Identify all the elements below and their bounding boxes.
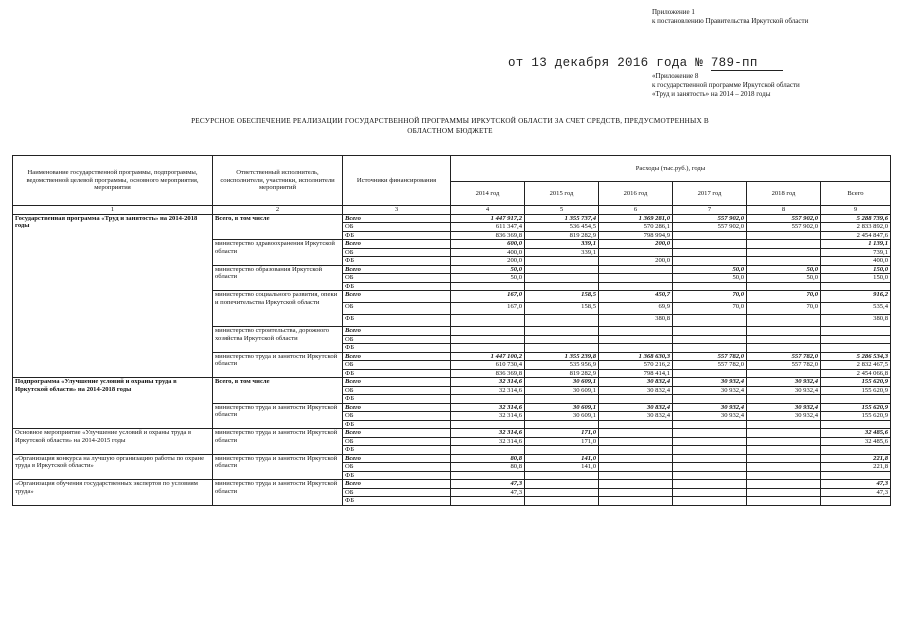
year-value-cell bbox=[525, 497, 599, 506]
header-year: 2016 год bbox=[599, 182, 673, 206]
year-value-cell: 30 932,4 bbox=[673, 386, 747, 395]
year-value-cell: 70,0 bbox=[747, 291, 821, 303]
year-value-cell: 557 782,0 bbox=[747, 352, 821, 361]
year-value-cell bbox=[525, 488, 599, 497]
header-source: Источники финансирования bbox=[343, 156, 451, 206]
year-value-cell bbox=[599, 344, 673, 353]
year-value-cell bbox=[747, 471, 821, 480]
appendix-block bbox=[652, 8, 892, 26]
year-value-cell: 610 730,4 bbox=[451, 361, 525, 370]
year-value-cell: 1 368 630,3 bbox=[599, 352, 673, 361]
year-value-cell bbox=[747, 335, 821, 344]
year-value-cell bbox=[673, 335, 747, 344]
year-value-cell: 30 932,4 bbox=[673, 378, 747, 387]
executor-cell: министерство образования Иркутской области bbox=[213, 265, 343, 291]
year-value-cell bbox=[525, 274, 599, 283]
year-value-cell: 69,9 bbox=[599, 303, 673, 315]
attachment-line: «Приложение 8 bbox=[652, 72, 699, 80]
total-cell: 155 620,9 bbox=[821, 412, 891, 421]
year-value-cell bbox=[599, 429, 673, 438]
source-cell: ОБ bbox=[343, 412, 451, 421]
column-number: 7 bbox=[673, 206, 747, 215]
year-value-cell bbox=[673, 248, 747, 257]
year-value-cell bbox=[673, 437, 747, 446]
document-title bbox=[150, 116, 750, 136]
year-value-cell: 400,0 bbox=[451, 248, 525, 257]
year-value-cell: 200,0 bbox=[451, 257, 525, 266]
year-value-cell bbox=[747, 463, 821, 472]
year-value-cell: 70,0 bbox=[747, 303, 821, 315]
year-value-cell: 557 902,0 bbox=[673, 223, 747, 232]
year-value-cell bbox=[451, 344, 525, 353]
decree-stamp bbox=[508, 56, 783, 71]
year-value-cell: 557 782,0 bbox=[673, 352, 747, 361]
year-value-cell bbox=[599, 471, 673, 480]
year-value-cell bbox=[599, 480, 673, 489]
year-value-cell bbox=[747, 454, 821, 463]
year-value-cell bbox=[599, 497, 673, 506]
year-value-cell: 570 286,1 bbox=[599, 223, 673, 232]
year-value-cell bbox=[673, 497, 747, 506]
source-cell: ФБ bbox=[343, 446, 451, 455]
executor-cell: Всего, в том числе bbox=[213, 214, 343, 240]
source-cell: ФБ bbox=[343, 315, 451, 327]
year-value-cell: 32 314,6 bbox=[451, 403, 525, 412]
year-value-cell: 167,0 bbox=[451, 303, 525, 315]
header-row bbox=[13, 156, 891, 182]
source-cell: ОБ bbox=[343, 437, 451, 446]
year-value-cell bbox=[673, 282, 747, 291]
total-cell: 221,8 bbox=[821, 463, 891, 472]
year-value-cell bbox=[599, 488, 673, 497]
header-total: Всего bbox=[821, 182, 891, 206]
year-value-cell: 200,0 bbox=[599, 257, 673, 266]
year-value-cell: 380,8 bbox=[599, 315, 673, 327]
total-cell: 916,2 bbox=[821, 291, 891, 303]
column-number: 3 bbox=[343, 206, 451, 215]
year-value-cell: 50,0 bbox=[673, 265, 747, 274]
year-value-cell: 32 314,6 bbox=[451, 378, 525, 387]
total-cell: 221,8 bbox=[821, 454, 891, 463]
year-value-cell: 557 782,0 bbox=[747, 361, 821, 370]
year-value-cell bbox=[747, 480, 821, 489]
table-row bbox=[13, 454, 891, 463]
year-value-cell bbox=[525, 315, 599, 327]
column-number: 4 bbox=[451, 206, 525, 215]
executor-cell: министерство труда и занятости Иркутской области bbox=[213, 429, 343, 455]
year-value-cell: 339,1 bbox=[525, 240, 599, 249]
year-value-cell bbox=[747, 446, 821, 455]
executor-cell: министерство социального развития, опеки и попечительства Иркутской области bbox=[213, 291, 343, 327]
year-value-cell bbox=[525, 420, 599, 429]
year-value-cell: 30 932,4 bbox=[747, 386, 821, 395]
document-title-line: РЕСУРСНОЕ ОБЕСПЕЧЕНИЕ РЕАЛИЗАЦИИ ГОСУДАРСТВЕННОЙ ПРОГРАММЫ ИРКУТСКОЙ ОБЛАСТИ ЗА СЧЕТ СРЕДСТВ, ПРЕДУСМОТРЕННЫХ В bbox=[191, 117, 709, 125]
source-cell: ФБ bbox=[343, 395, 451, 404]
total-cell: 150,0 bbox=[821, 274, 891, 283]
source-cell: Всего bbox=[343, 265, 451, 274]
decree-number: 789-пп bbox=[711, 56, 783, 71]
year-value-cell bbox=[747, 437, 821, 446]
column-number: 1 bbox=[13, 206, 213, 215]
total-cell bbox=[821, 327, 891, 336]
year-value-cell bbox=[451, 282, 525, 291]
source-cell: ОБ bbox=[343, 223, 451, 232]
source-cell: ФБ bbox=[343, 497, 451, 506]
source-cell: ОБ bbox=[343, 361, 451, 370]
executor-cell: министерство строительства, дорожного хозяйства Иркутской области bbox=[213, 327, 343, 353]
source-cell: ОБ bbox=[343, 248, 451, 257]
header-year: 2018 год bbox=[747, 182, 821, 206]
column-number: 9 bbox=[821, 206, 891, 215]
year-value-cell: 557 902,0 bbox=[747, 214, 821, 223]
source-cell: ОБ bbox=[343, 303, 451, 315]
year-value-cell: 158,5 bbox=[525, 303, 599, 315]
year-value-cell: 171,0 bbox=[525, 437, 599, 446]
total-cell: 739,1 bbox=[821, 248, 891, 257]
year-value-cell bbox=[599, 327, 673, 336]
year-value-cell: 80,8 bbox=[451, 454, 525, 463]
executor-cell: министерство здравоохранения Иркутской области bbox=[213, 240, 343, 266]
year-value-cell: 30 832,4 bbox=[599, 386, 673, 395]
year-value-cell: 30 932,4 bbox=[747, 412, 821, 421]
year-value-cell: 836 369,8 bbox=[451, 369, 525, 378]
year-value-cell bbox=[525, 471, 599, 480]
year-value-cell: 47,3 bbox=[451, 480, 525, 489]
year-value-cell bbox=[599, 463, 673, 472]
year-value-cell bbox=[747, 369, 821, 378]
total-cell: 32 485,6 bbox=[821, 429, 891, 438]
year-value-cell bbox=[673, 344, 747, 353]
year-value-cell: 32 314,6 bbox=[451, 412, 525, 421]
total-cell bbox=[821, 344, 891, 353]
year-value-cell: 570 216,2 bbox=[599, 361, 673, 370]
year-value-cell: 30 609,1 bbox=[525, 378, 599, 387]
executor-cell: Всего, в том числе bbox=[213, 378, 343, 404]
year-value-cell bbox=[673, 454, 747, 463]
executor-cell: министерство труда и занятости Иркутской области bbox=[213, 454, 343, 480]
year-value-cell: 30 932,4 bbox=[747, 403, 821, 412]
year-value-cell bbox=[599, 335, 673, 344]
program-name-cell: «Организация конкурса на лучшую организацию работы по охране труда в Иркутской области» bbox=[13, 454, 213, 480]
header-year: 2015 год bbox=[525, 182, 599, 206]
executor-cell: министерство труда и занятости Иркутской области bbox=[213, 480, 343, 506]
source-cell: Всего bbox=[343, 214, 451, 223]
year-value-cell bbox=[451, 497, 525, 506]
year-value-cell: 536 454,5 bbox=[525, 223, 599, 232]
column-number: 8 bbox=[747, 206, 821, 215]
year-value-cell bbox=[673, 257, 747, 266]
year-value-cell: 32 314,6 bbox=[451, 429, 525, 438]
year-value-cell: 557 782,0 bbox=[673, 361, 747, 370]
total-cell bbox=[821, 335, 891, 344]
header-name: Наименование государственной программы, подпрограммы, ведомственной целевой программы, основного мероприятия, мероприятия bbox=[13, 156, 213, 206]
year-value-cell bbox=[673, 471, 747, 480]
source-cell: Всего bbox=[343, 327, 451, 336]
total-cell: 2 454 066,8 bbox=[821, 369, 891, 378]
year-value-cell: 1 369 281,0 bbox=[599, 214, 673, 223]
year-value-cell bbox=[673, 395, 747, 404]
year-value-cell bbox=[599, 395, 673, 404]
year-value-cell: 339,1 bbox=[525, 248, 599, 257]
year-value-cell bbox=[599, 437, 673, 446]
year-value-cell bbox=[525, 282, 599, 291]
total-cell: 155 620,9 bbox=[821, 403, 891, 412]
total-cell: 155 620,9 bbox=[821, 386, 891, 395]
source-cell: ФБ bbox=[343, 282, 451, 291]
year-value-cell bbox=[747, 282, 821, 291]
source-cell: ФБ bbox=[343, 420, 451, 429]
year-value-cell bbox=[599, 282, 673, 291]
year-value-cell bbox=[673, 315, 747, 327]
total-cell: 535,4 bbox=[821, 303, 891, 315]
document-title-line: ОБЛАСТНОМ БЮДЖЕТЕ bbox=[407, 127, 493, 135]
total-cell bbox=[821, 471, 891, 480]
year-value-cell: 798 414,1 bbox=[599, 369, 673, 378]
total-cell: 2 454 847,6 bbox=[821, 231, 891, 240]
source-cell: ФБ bbox=[343, 231, 451, 240]
appendix-line: Приложение 1 bbox=[652, 8, 695, 16]
total-cell bbox=[821, 446, 891, 455]
year-value-cell: 141,0 bbox=[525, 454, 599, 463]
year-value-cell bbox=[525, 395, 599, 404]
year-value-cell bbox=[673, 420, 747, 429]
source-cell: Всего bbox=[343, 454, 451, 463]
attachment-line: к государственной программе Иркутской области bbox=[652, 81, 800, 89]
total-cell: 47,3 bbox=[821, 480, 891, 489]
year-value-cell: 1 447 100,2 bbox=[451, 352, 525, 361]
year-value-cell bbox=[747, 231, 821, 240]
source-cell: ФБ bbox=[343, 369, 451, 378]
year-value-cell bbox=[525, 335, 599, 344]
year-value-cell: 1 355 239,8 bbox=[525, 352, 599, 361]
source-cell: Всего bbox=[343, 429, 451, 438]
source-cell: ФБ bbox=[343, 344, 451, 353]
year-value-cell bbox=[599, 454, 673, 463]
year-value-cell: 30 832,4 bbox=[599, 403, 673, 412]
year-value-cell: 50,0 bbox=[747, 274, 821, 283]
year-value-cell: 32 314,6 bbox=[451, 437, 525, 446]
year-value-cell: 47,3 bbox=[451, 488, 525, 497]
year-value-cell bbox=[747, 497, 821, 506]
year-value-cell bbox=[673, 429, 747, 438]
source-cell: ОБ bbox=[343, 463, 451, 472]
total-cell: 5 286 534,3 bbox=[821, 352, 891, 361]
year-value-cell bbox=[747, 488, 821, 497]
year-value-cell bbox=[673, 231, 747, 240]
year-value-cell bbox=[525, 265, 599, 274]
total-cell: 150,0 bbox=[821, 265, 891, 274]
appendix-line: к постановлению Правительства Иркутской области bbox=[652, 17, 809, 25]
year-value-cell bbox=[525, 327, 599, 336]
year-value-cell: 167,0 bbox=[451, 291, 525, 303]
year-value-cell bbox=[451, 446, 525, 455]
year-value-cell: 611 347,4 bbox=[451, 223, 525, 232]
year-value-cell: 50,0 bbox=[747, 265, 821, 274]
year-value-cell: 557 902,0 bbox=[673, 214, 747, 223]
year-value-cell bbox=[747, 429, 821, 438]
attachment-line: «Труд и занятость» на 2014 – 2018 годы bbox=[652, 90, 771, 98]
total-cell bbox=[821, 420, 891, 429]
total-cell: 400,0 bbox=[821, 257, 891, 266]
total-cell: 32 485,6 bbox=[821, 437, 891, 446]
year-value-cell: 171,0 bbox=[525, 429, 599, 438]
year-value-cell: 70,0 bbox=[673, 303, 747, 315]
year-value-cell: 557 902,0 bbox=[747, 223, 821, 232]
source-cell: Всего bbox=[343, 291, 451, 303]
total-cell bbox=[821, 395, 891, 404]
year-value-cell: 30 609,1 bbox=[525, 403, 599, 412]
total-cell: 5 288 739,6 bbox=[821, 214, 891, 223]
year-value-cell: 70,0 bbox=[673, 291, 747, 303]
column-number-row bbox=[13, 206, 891, 215]
year-value-cell: 1 447 917,2 bbox=[451, 214, 525, 223]
year-value-cell bbox=[451, 471, 525, 480]
program-name-cell: «Организация обучения государственных экспертов по условиям труда» bbox=[13, 480, 213, 506]
year-value-cell bbox=[673, 327, 747, 336]
program-name-cell: Государственная программа «Труд и занятость» на 2014-2018 годы bbox=[13, 214, 213, 378]
total-cell: 155 620,9 bbox=[821, 378, 891, 387]
source-cell: Всего bbox=[343, 403, 451, 412]
year-value-cell: 30 609,1 bbox=[525, 412, 599, 421]
year-value-cell bbox=[747, 420, 821, 429]
table-row bbox=[13, 429, 891, 438]
header-expenses: Расходы (тыс.руб.), годы bbox=[451, 156, 891, 182]
source-cell: Всего bbox=[343, 240, 451, 249]
column-number: 6 bbox=[599, 206, 673, 215]
year-value-cell bbox=[747, 315, 821, 327]
year-value-cell bbox=[599, 420, 673, 429]
year-value-cell: 600,0 bbox=[451, 240, 525, 249]
year-value-cell bbox=[747, 257, 821, 266]
header-year: 2014 год bbox=[451, 182, 525, 206]
table-row bbox=[13, 214, 891, 223]
year-value-cell: 450,7 bbox=[599, 291, 673, 303]
year-value-cell bbox=[525, 344, 599, 353]
year-value-cell bbox=[599, 248, 673, 257]
year-value-cell: 80,8 bbox=[451, 463, 525, 472]
year-value-cell bbox=[599, 446, 673, 455]
table-row bbox=[13, 378, 891, 387]
column-number: 2 bbox=[213, 206, 343, 215]
year-value-cell bbox=[673, 488, 747, 497]
year-value-cell: 200,0 bbox=[599, 240, 673, 249]
source-cell: ОБ bbox=[343, 386, 451, 395]
total-cell: 47,3 bbox=[821, 488, 891, 497]
year-value-cell bbox=[451, 335, 525, 344]
program-name-cell: Подпрограмма «Улучшение условий и охраны труда в Иркутской области» на 2014-2018 годы bbox=[13, 378, 213, 429]
decree-date: от 13 декабря 2016 года № bbox=[508, 56, 704, 70]
year-value-cell: 798 994,9 bbox=[599, 231, 673, 240]
total-cell: 2 832 467,5 bbox=[821, 361, 891, 370]
year-value-cell bbox=[747, 240, 821, 249]
year-value-cell bbox=[525, 446, 599, 455]
program-name-cell: Основное мероприятие «Улучшение условий и охраны труда в Иркутской области» на 2014-2015 годы bbox=[13, 429, 213, 455]
year-value-cell: 30 932,4 bbox=[673, 412, 747, 421]
table-row bbox=[13, 480, 891, 489]
source-cell: Всего bbox=[343, 352, 451, 361]
year-value-cell: 535 956,9 bbox=[525, 361, 599, 370]
total-cell: 1 139,1 bbox=[821, 240, 891, 249]
year-value-cell bbox=[451, 420, 525, 429]
year-value-cell bbox=[747, 395, 821, 404]
year-value-cell: 158,5 bbox=[525, 291, 599, 303]
executor-cell: министерство труда и занятости Иркутской области bbox=[213, 352, 343, 378]
year-value-cell bbox=[525, 257, 599, 266]
total-cell: 2 833 892,0 bbox=[821, 223, 891, 232]
year-value-cell: 50,0 bbox=[451, 265, 525, 274]
year-value-cell bbox=[747, 327, 821, 336]
header-year: 2017 год bbox=[673, 182, 747, 206]
year-value-cell: 30 609,1 bbox=[525, 386, 599, 395]
source-cell: ФБ bbox=[343, 257, 451, 266]
source-cell: ОБ bbox=[343, 335, 451, 344]
year-value-cell: 30 932,4 bbox=[747, 378, 821, 387]
year-value-cell: 32 314,6 bbox=[451, 386, 525, 395]
year-value-cell bbox=[747, 248, 821, 257]
year-value-cell: 30 832,4 bbox=[599, 412, 673, 421]
year-value-cell: 141,0 bbox=[525, 463, 599, 472]
year-value-cell: 819 282,9 bbox=[525, 231, 599, 240]
year-value-cell: 30 932,4 bbox=[673, 403, 747, 412]
year-value-cell bbox=[525, 480, 599, 489]
year-value-cell bbox=[599, 274, 673, 283]
source-cell: Всего bbox=[343, 480, 451, 489]
total-cell: 380,8 bbox=[821, 315, 891, 327]
year-value-cell bbox=[451, 395, 525, 404]
year-value-cell: 50,0 bbox=[451, 274, 525, 283]
year-value-cell bbox=[451, 315, 525, 327]
year-value-cell bbox=[599, 265, 673, 274]
year-value-cell bbox=[673, 463, 747, 472]
source-cell: Всего bbox=[343, 378, 451, 387]
year-value-cell: 1 355 737,4 bbox=[525, 214, 599, 223]
year-value-cell bbox=[673, 446, 747, 455]
column-number: 5 bbox=[525, 206, 599, 215]
year-value-cell: 50,0 bbox=[673, 274, 747, 283]
header-executor: Ответственный исполнитель, соисполнители, участники, исполнители мероприятий bbox=[213, 156, 343, 206]
year-value-cell bbox=[451, 327, 525, 336]
year-value-cell: 836 369,8 bbox=[451, 231, 525, 240]
resource-table bbox=[12, 155, 891, 506]
executor-cell: министерство труда и занятости Иркутской области bbox=[213, 403, 343, 429]
total-cell bbox=[821, 282, 891, 291]
source-cell: ФБ bbox=[343, 471, 451, 480]
source-cell: ОБ bbox=[343, 274, 451, 283]
year-value-cell bbox=[747, 344, 821, 353]
year-value-cell: 30 832,4 bbox=[599, 378, 673, 387]
year-value-cell: 819 282,9 bbox=[525, 369, 599, 378]
year-value-cell bbox=[673, 369, 747, 378]
attachment-block bbox=[652, 72, 892, 99]
year-value-cell bbox=[673, 240, 747, 249]
year-value-cell bbox=[673, 480, 747, 489]
total-cell bbox=[821, 497, 891, 506]
source-cell: ОБ bbox=[343, 488, 451, 497]
